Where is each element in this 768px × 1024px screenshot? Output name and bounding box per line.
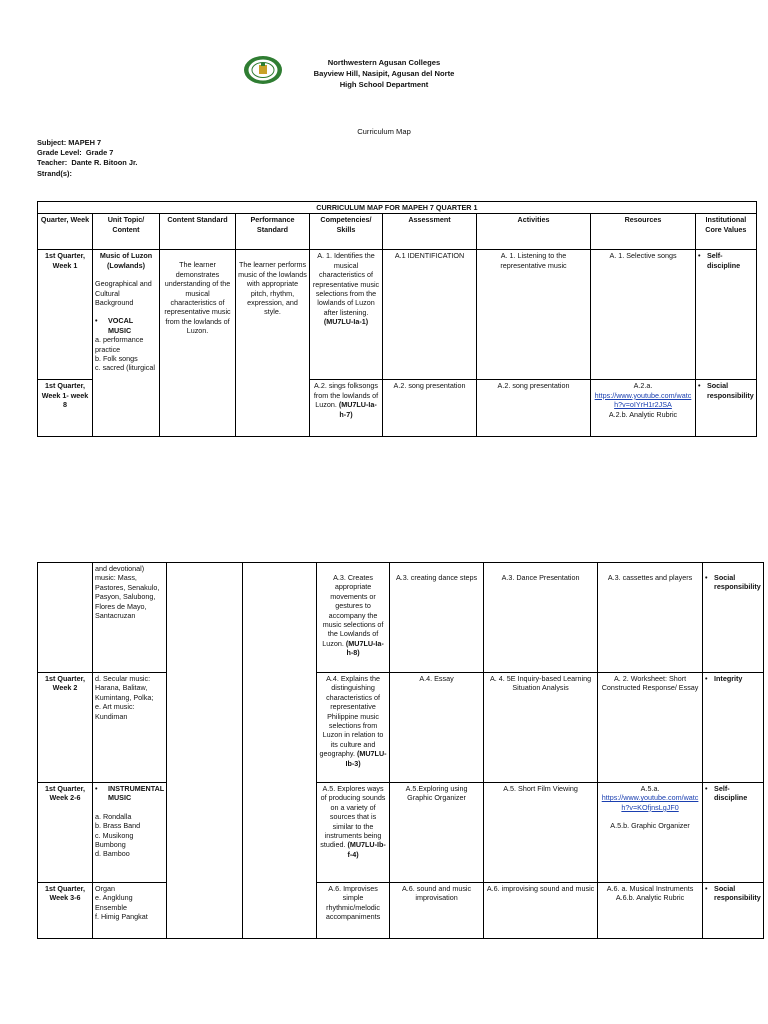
topic-instrumental-music: • INSTRUMENTAL MUSIC [95, 784, 164, 803]
school-name: Northwestern Agusan Colleges [327, 58, 441, 67]
youtube-link[interactable]: https://www.youtube.com/watch?v=KOfjnsLgJF0 [601, 793, 699, 812]
resource-cell: A. 1. Selective songs [591, 250, 696, 380]
quarter-cell: 1st Quarter, Week 1 [38, 250, 93, 380]
competency-code: (MU7LU-Ia-h-7) [338, 400, 377, 419]
topic-cell: Organ e. Angklung Ensemble f. Himig Pangkat [93, 883, 167, 939]
performance-standard-cell [243, 563, 317, 939]
resource-cell: A.5.a. https://www.youtube.com/watch?v=KOfjnsLgJF0 A.5.b. Graphic Organizer [598, 783, 703, 883]
header-performance-standard: Performance Standard [236, 214, 310, 250]
activity-cell: A.2. song presentation [477, 380, 591, 437]
assessment-cell: A.2. song presentation [383, 380, 477, 437]
activity-cell: A.6. improvising sound and music [484, 883, 598, 939]
document-meta [37, 138, 138, 179]
quarter-cell: 1st Quarter, Week 2 [38, 673, 93, 783]
topic-cell [93, 783, 167, 883]
resource-cell: A. 2. Worksheet: Short Constructed Response/ Essay [598, 673, 703, 783]
table-row [38, 883, 764, 939]
header-content-standard: Content Standard [160, 214, 236, 250]
school-address: Bayview Hill, Nasipit, Agusan del Norte [313, 69, 455, 78]
table-header-row [38, 214, 757, 250]
school-header [0, 57, 768, 90]
table-title: CURRICULUM MAP FOR MAPEH 7 QUARTER 1 [38, 202, 757, 214]
assessment-cell: A.3. creating dance steps [390, 563, 484, 673]
quarter-cell [38, 563, 93, 673]
core-value-cell: • Self-discipline [703, 783, 764, 883]
competency-cell: A.5. Explores ways of producing sounds on a variety of sources that is similar to the instruments being studied. (MU7LU-Ib-f-4) [317, 783, 390, 883]
document-title: Curriculum Map [357, 127, 411, 136]
performance-standard-cell: The learner performs music of the lowlands with appropriate pitch, rhythm, expression, and style. [236, 250, 310, 437]
activity-cell: A.5. Short Film Viewing [484, 783, 598, 883]
topic-cell: d. Secular music: Harana, Balitaw, Kumintang, Polka; e. Art music: Kundiman [93, 673, 167, 783]
activity-cell: A. 1. Listening to the representative music [477, 250, 591, 380]
activity-cell: A. 4. 5E Inquiry-based Learning Situation Analysis [484, 673, 598, 783]
content-standard-cell: The learner demonstrates understanding of the musical characteristics of representative music from the lowlands of Luzon. [160, 250, 236, 437]
competency-cell: A.6. Improvises simple rhythmic/melodic accompaniments [317, 883, 390, 939]
header-assessment: Assessment [383, 214, 477, 250]
competency-cell: A.3. Creates appropriate movements or gestures to accompany the music selections of the Lowlands of Luzon. (MU7LU-Ia-h-8) [317, 563, 390, 673]
topic-vocal-music: • VOCAL MUSIC [95, 316, 157, 335]
topic-title: Music of Luzon (Lowlands) [99, 251, 153, 270]
department-name: High School Department [339, 80, 429, 89]
strand-line: Strand(s): [37, 168, 72, 178]
grade-value: Grade 7 [85, 148, 114, 158]
competency-cell: A. 1. Identifies the musical characteristics of representative music selections from the lowlands of Luzon after listening. (MU7LU-Ia-1) [310, 250, 383, 380]
assessment-cell: A.1 IDENTIFICATION [383, 250, 477, 380]
competency-code: (MU7LU-Ia-1) [323, 317, 369, 327]
teacher-value: Dante R. Bitoon Jr. [71, 158, 138, 168]
youtube-link[interactable]: https://www.youtube.com/watch?v=oIYrH1r2JSA [594, 390, 692, 410]
curriculum-table-page-2 [37, 562, 764, 939]
quarter-cell: 1st Quarter, Week 1- week 8 [38, 380, 93, 437]
subject-value: MAPEH 7 [68, 138, 102, 147]
subject-line: Subject: MAPEH 7 [37, 138, 102, 147]
table-row [38, 783, 764, 883]
topic-cell: and devotional) music: Mass, Pastores, Senakulo, Pasyon, Salubong, Flores de Mayo, Santacruzan [93, 563, 167, 673]
header-resources: Resources [591, 214, 696, 250]
core-value-cell: • Integrity [703, 673, 764, 783]
core-value-cell: • Self-discipline [696, 250, 757, 380]
table-title-row [38, 202, 757, 214]
core-value-cell: • Social responsibility [703, 563, 764, 673]
curriculum-table-page-1 [37, 201, 757, 437]
topic-list: a. Rondalla b. Brass Band c. Musikong Bumbong d. Bamboo [95, 811, 141, 859]
header-topic: Unit Topic/ Content [93, 214, 160, 250]
activity-cell: A.3. Dance Presentation [484, 563, 598, 673]
assessment-cell: A.5.Exploring using Graphic Organizer [390, 783, 484, 883]
core-value-cell: • Social responsibility [696, 380, 757, 437]
table-row [38, 250, 757, 380]
header-competencies: Competencies/ Skills [310, 214, 383, 250]
table-row [38, 673, 764, 783]
quarter-cell: 1st Quarter, Week 2-6 [38, 783, 93, 883]
table-row [38, 563, 764, 673]
topic-background: Geographical and Cultural Background [95, 279, 152, 308]
topic-cell [93, 250, 160, 437]
teacher-line: Teacher: Dante R. Bitoon Jr. [37, 158, 138, 168]
resource-cell: A.3. cassettes and players [598, 563, 703, 673]
resource-cell: A.2.a. https://www.youtube.com/watch?v=oIYrH1r2JSA A.2.b. Analytic Rubric [591, 380, 696, 437]
topic-list: a. performance practice b. Folk songs c. sacred (liturgical [95, 335, 155, 373]
competency-cell: A.4. Explains the distinguishing characteristics of representative Philippine music selections from Luzon in relation to its culture and geography. (MU7LU-Ib-3) [317, 673, 390, 783]
competency-code: (MU7LU-Ib-f-4) [347, 840, 386, 859]
competency-code: (MU7LU-Ia-h-8) [345, 638, 384, 658]
grade-line: Grade Level: Grade 7 [37, 148, 114, 158]
resource-cell: A.6. a. Musical Instruments A.6.b. Analytic Rubric [598, 883, 703, 939]
header-core-values: Institutional Core Values [696, 214, 757, 250]
assessment-cell: A.6. sound and music improvisation [390, 883, 484, 939]
header-quarter: Quarter, Week [38, 214, 93, 250]
assessment-cell: A.4. Essay [390, 673, 484, 783]
quarter-cell: 1st Quarter, Week 3-6 [38, 883, 93, 939]
core-value-cell: • Social responsibility [703, 883, 764, 939]
competency-cell: A.2. sings folksongs from the lowlands of Luzon. (MU7LU-Ia-h-7) [310, 380, 383, 437]
header-activities: Activities [477, 214, 591, 250]
competency-code: (MU7LU-Ib-3) [345, 749, 387, 768]
content-standard-cell [167, 563, 243, 939]
